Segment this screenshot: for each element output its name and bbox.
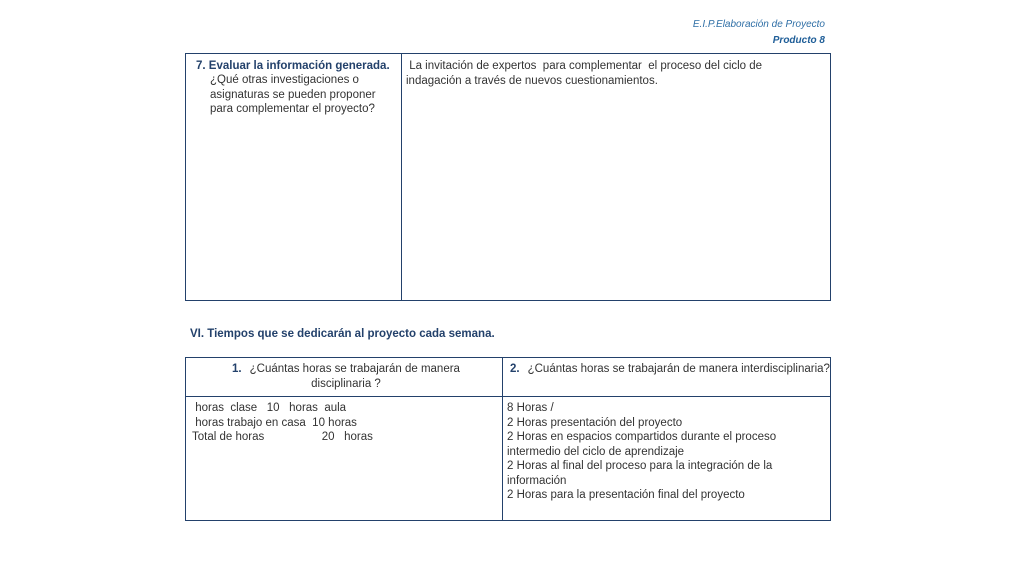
item7-question [210, 73, 390, 117]
header-project: E.I.P.Elaboración de Proyecto [692, 19, 825, 30]
hours-line: 2 Horas al final del proceso para la integración de la [507, 460, 773, 472]
hours-line: 8 Horas / [507, 402, 554, 414]
hours-line: 2 Horas en espacios compartidos durante el proceso [507, 431, 777, 443]
item7-answer-line: indagación a través de nuevos cuestionamientos. [406, 74, 658, 87]
item7-question-line: asignaturas se pueden proponer [210, 88, 376, 101]
hours-line: horas trabajo en casa 10 horas [192, 416, 357, 429]
column-divider [502, 358, 503, 520]
column-1-number: 1. [232, 363, 242, 375]
hours-line: horas clase 10 horas aula [192, 402, 347, 414]
item7-question-line: para complementar el proyecto? [210, 103, 375, 115]
interdisciplinary-hours-cell [507, 401, 807, 503]
header-product: Producto 8 [772, 35, 825, 46]
header-row-divider [186, 396, 830, 397]
disciplinary-hours-cell [192, 401, 492, 445]
table-divider [401, 54, 402, 300]
section-6-title: VI. Tiempos que se dedicarán al proyecto cada semana. [190, 328, 495, 340]
column-1-header [206, 362, 486, 391]
item7-question-line: ¿Qué otras investigaciones o [210, 74, 359, 86]
column-1-header-line: ¿Cuántas horas se trabajarán de manera [249, 363, 460, 375]
item7-answer [406, 59, 816, 88]
hours-table [185, 357, 831, 521]
hours-line: 2 Horas para la presentación final del proyecto [507, 489, 745, 501]
column-2-number: 2. [510, 363, 520, 375]
item7-title: 7. Evaluar la información generada. [196, 60, 390, 72]
column-2-header-text: ¿Cuántas horas se trabajarán de manera interdisciplinaria? [527, 363, 830, 375]
column-2-header [510, 362, 830, 377]
evaluation-table [185, 53, 831, 301]
hours-line: intermedio del ciclo de aprendizaje [507, 445, 685, 458]
hours-line: información [507, 474, 567, 487]
hours-line: 2 Horas presentación del proyecto [507, 416, 683, 429]
column-1-header-line: disciplinaria ? [311, 377, 381, 390]
item7-answer-line: La invitación de expertos para complementar el proceso del ciclo de [406, 60, 763, 72]
hours-total-line: Total de horas 20 horas [192, 431, 373, 443]
